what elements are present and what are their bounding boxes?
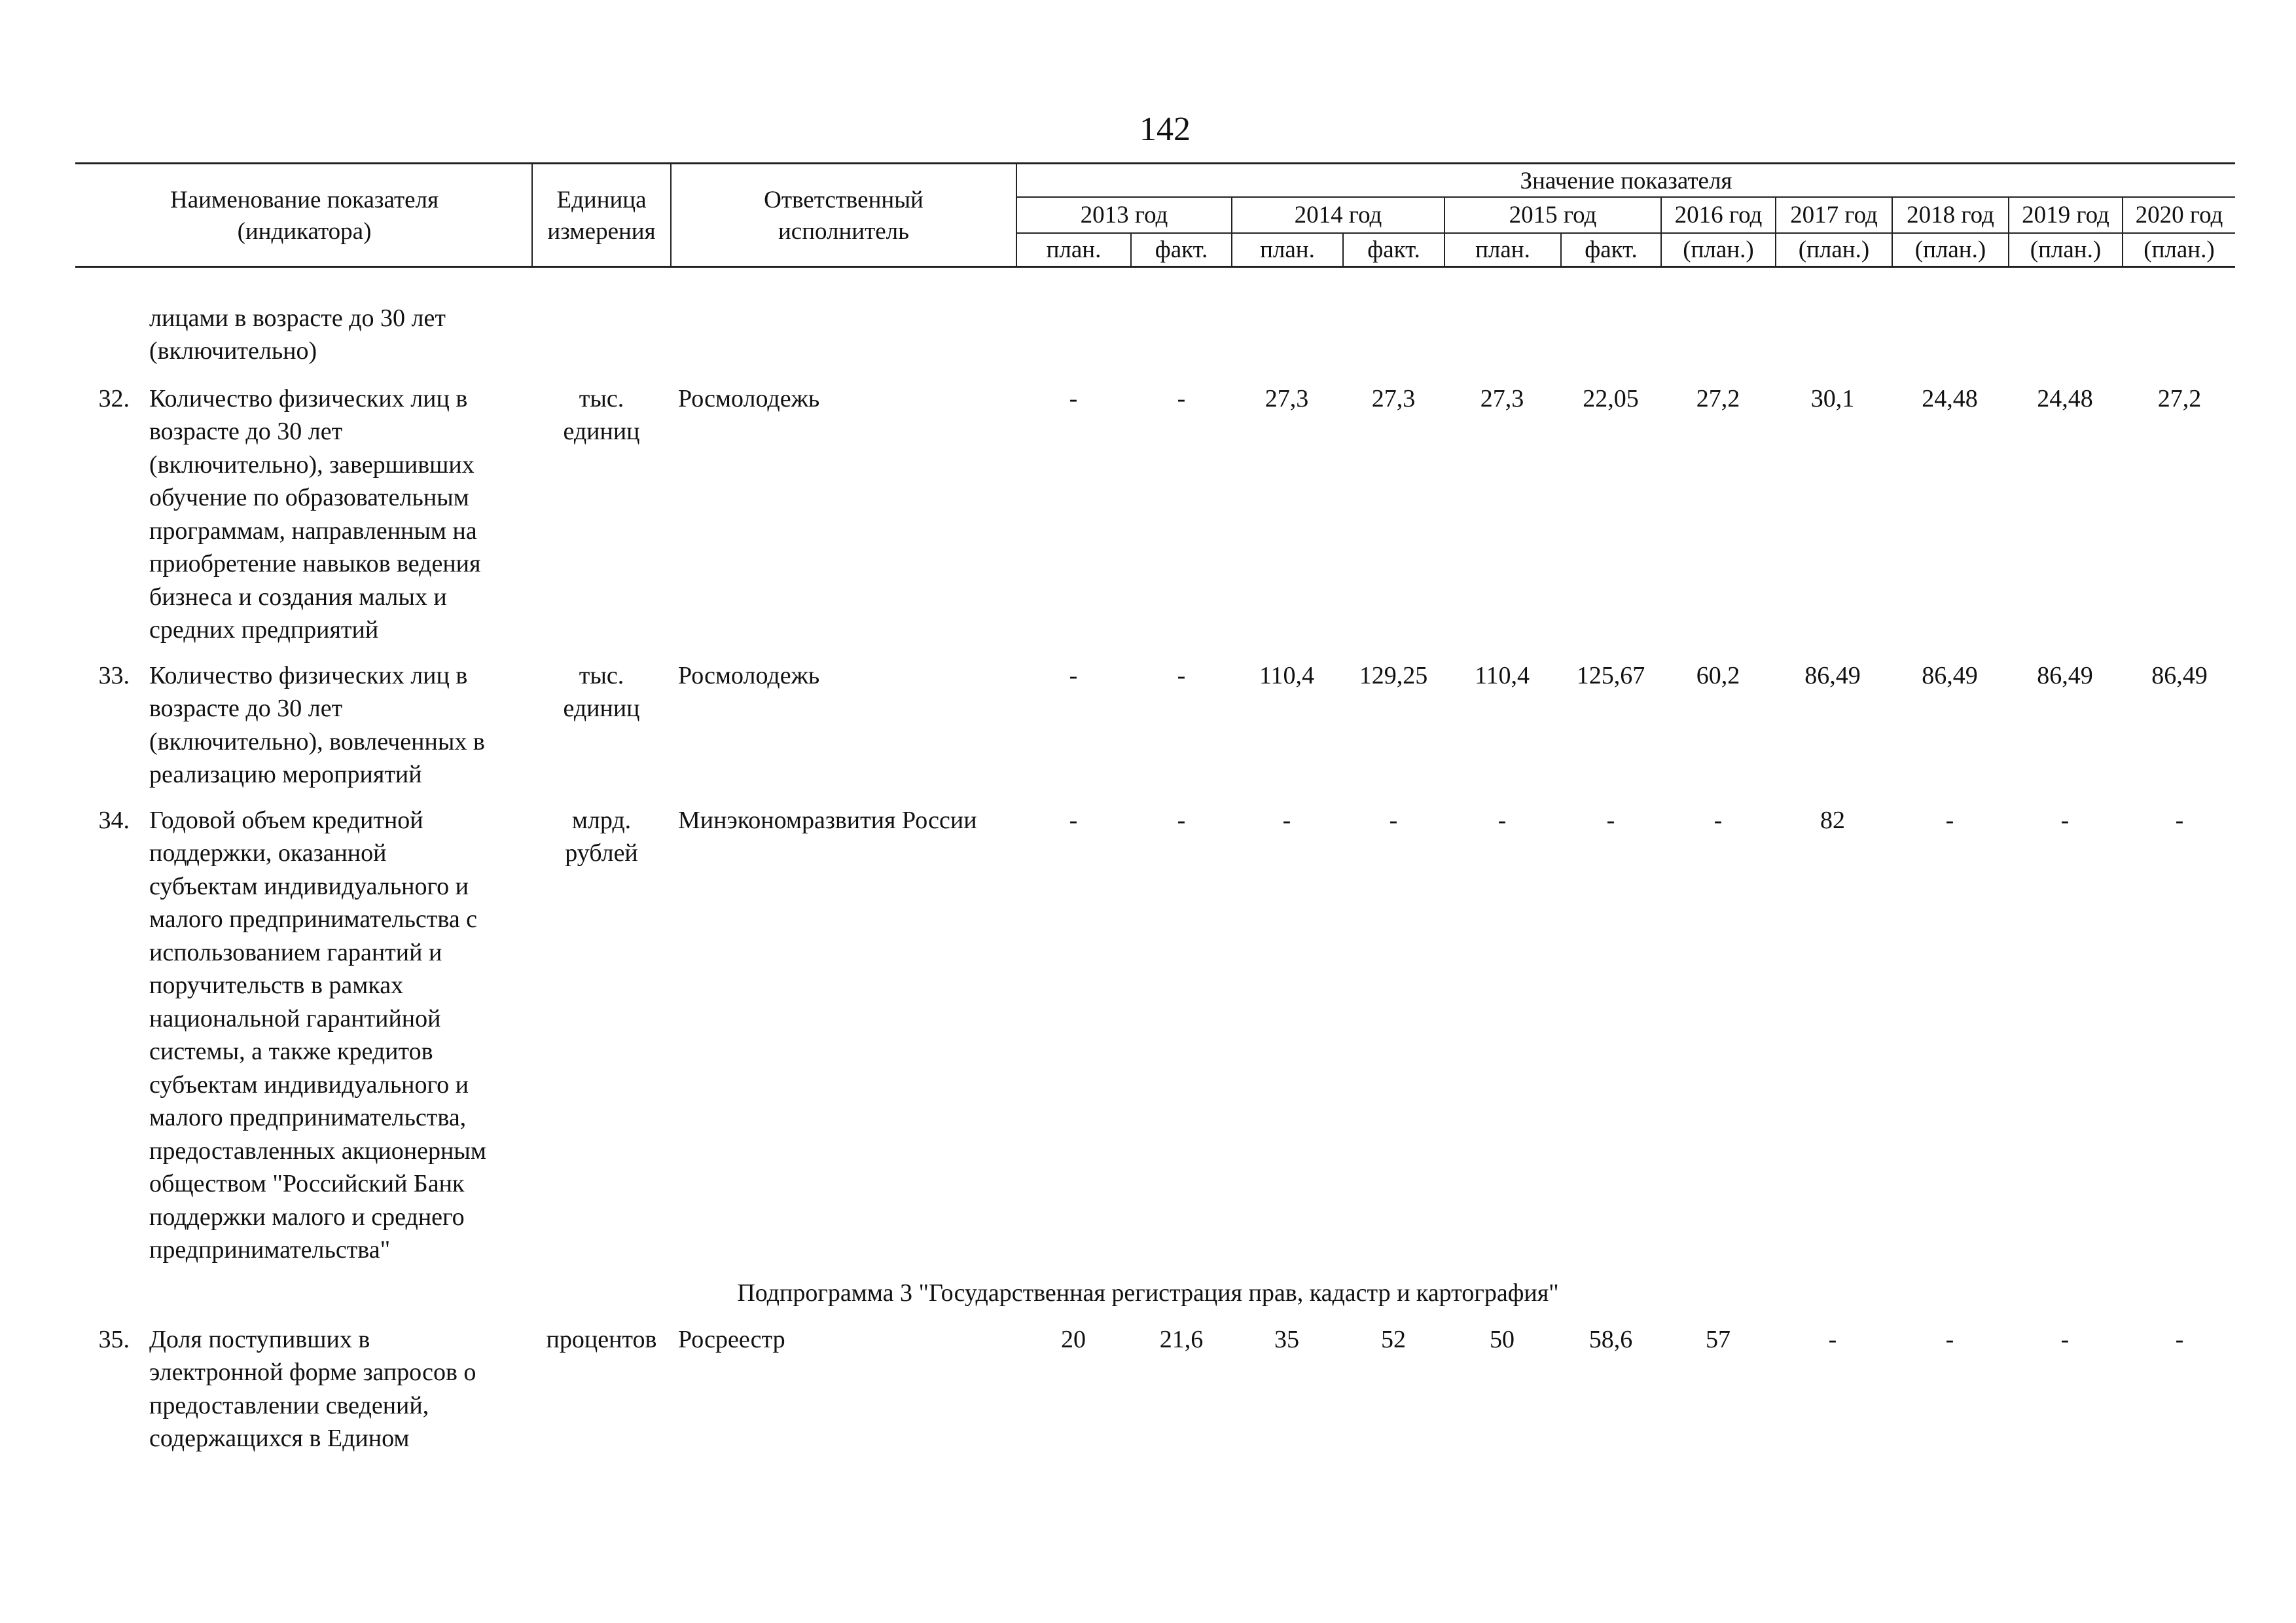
sublabels-rule (1016, 232, 2235, 234)
row-name-line: обучение по образовательным (149, 484, 469, 511)
row-number: 35. (98, 1326, 130, 1353)
value-cell: - (1069, 662, 1078, 689)
value-cell: - (1177, 662, 1186, 689)
value-cell: 86,49 (2151, 662, 2208, 689)
value-cell: - (1389, 807, 1398, 834)
value-cell: 110,4 (1259, 662, 1315, 689)
page-number: 142 (1139, 111, 1191, 148)
header-year-2020: 2020 год (2135, 202, 2223, 228)
row-name-line: системы, а также кредитов (149, 1038, 433, 1065)
header-name-line2: (индикатора) (237, 218, 372, 245)
header-year-2019: 2019 год (2022, 202, 2109, 228)
row-responsible: Росреестр (678, 1326, 785, 1353)
value-cell: 35 (1274, 1326, 1299, 1353)
header-sub-2013-fact: факт. (1155, 236, 1208, 263)
row-name-line: (включительно), вовлеченных в (149, 728, 485, 756)
row-unit-line: млрд. (571, 807, 632, 834)
header-sub-2019: (план.) (2030, 236, 2102, 263)
header-year-2015: 2015 год (1509, 202, 1597, 228)
row-name-line: субъектам индивидуального и (149, 873, 469, 900)
row-name-line: бизнеса и создания малых и (149, 583, 447, 611)
value-cell: - (1069, 385, 1078, 412)
value-cell: 52 (1381, 1326, 1406, 1353)
header-year-2018: 2018 год (1907, 202, 1994, 228)
header-year-2017: 2017 год (1790, 202, 1878, 228)
row-name-line: использованием гарантий и (149, 939, 442, 966)
value-cell: - (1945, 1326, 1954, 1353)
table-top-rule (75, 162, 2235, 164)
row-name-line: национальной гарантийной (149, 1005, 441, 1032)
row-name-line: субъектам индивидуального и (149, 1071, 469, 1099)
row-unit-line: тыс. (579, 662, 624, 689)
header-sub-2016: (план.) (1683, 236, 1754, 263)
value-cell: 20 (1061, 1326, 1086, 1353)
header-sub-2015-fact: факт. (1585, 236, 1638, 263)
header-year-2014: 2014 год (1294, 202, 1382, 228)
value-cell: 27,3 (1371, 385, 1416, 412)
value-cell: - (1945, 807, 1954, 834)
value-cell: - (1177, 807, 1186, 834)
value-cell: - (1177, 385, 1186, 412)
value-cell: 86,49 (1804, 662, 1861, 689)
value-cell: 86,49 (2037, 662, 2093, 689)
row-name-line: поддержки, оказанной (149, 839, 387, 867)
row-name-line: электронной форме запросов о (149, 1359, 476, 1386)
row-number: 32. (98, 385, 130, 412)
value-cell: 24,48 (2037, 385, 2093, 412)
header-resp-line2: исполнитель (778, 218, 910, 245)
value-cell: 27,2 (2157, 385, 2202, 412)
row-name-line: реализацию мероприятий (149, 761, 422, 788)
value-cell: 27,2 (1696, 385, 1740, 412)
row-unit-line: тыс. (579, 385, 624, 412)
row-name-line: малого предпринимательства, (149, 1104, 467, 1131)
header-sub-2018: (план.) (1914, 236, 1986, 263)
value-cell: 125,67 (1576, 662, 1645, 689)
row-name-line: возрасте до 30 лет (149, 695, 343, 722)
row-unit-line: процентов (546, 1326, 657, 1353)
row-responsible: Минэкономразвития России (678, 807, 977, 834)
value-cell: 30,1 (1810, 385, 1855, 412)
table-header-bottom-rule (75, 266, 2235, 268)
row-name-line: поддержки малого и среднего (149, 1203, 465, 1231)
continuation-line: (включительно) (149, 337, 317, 365)
row-number: 33. (98, 662, 130, 689)
value-cell: - (1828, 1326, 1837, 1353)
value-cell: - (1498, 807, 1507, 834)
header-sub-2014-fact: факт. (1367, 236, 1420, 263)
row-name-line: Количество физических лиц в (149, 662, 468, 689)
row-unit-line: единиц (563, 695, 640, 722)
value-cell: - (2175, 807, 2184, 834)
row-name-line: поручительств в рамках (149, 972, 404, 999)
header-value-group: Значение показателя (1520, 168, 1732, 194)
row-name-line: предоставлении сведений, (149, 1392, 429, 1419)
subprogram-title: Подпрограмма 3 "Государственная регистрация прав, кадастр и картография" (737, 1279, 1559, 1307)
header-year-2013: 2013 год (1080, 202, 1168, 228)
row-name-line: приобретение навыков ведения (149, 550, 481, 577)
row-number: 34. (98, 807, 130, 834)
value-cell: - (1069, 807, 1078, 834)
header-name-line1: Наименование показателя (170, 187, 439, 213)
value-cell: 57 (1706, 1326, 1731, 1353)
value-cell: 82 (1820, 807, 1845, 834)
header-sub-2020: (план.) (2144, 236, 2215, 263)
row-responsible: Росмолодежь (678, 662, 820, 689)
value-cell: - (1606, 807, 1615, 834)
value-cell: 24,48 (1922, 385, 1978, 412)
row-name-line: предпринимательства" (149, 1236, 391, 1264)
row-name-line: обществом "Российский Банк (149, 1170, 465, 1197)
row-name-line: (включительно), завершивших (149, 451, 475, 479)
header-sub-2014-plan: план. (1260, 236, 1315, 263)
header-sub-2017: (план.) (1798, 236, 1870, 263)
value-cell: - (2060, 807, 2070, 834)
row-name-line: средних предприятий (149, 616, 379, 644)
header-sub-2013-plan: план. (1046, 236, 1102, 263)
row-name-line: возрасте до 30 лет (149, 418, 343, 445)
row-unit-line: рублей (565, 839, 638, 867)
value-cell: 129,25 (1359, 662, 1428, 689)
row-name-line: Количество физических лиц в (149, 385, 468, 412)
row-name-line: малого предпринимательства с (149, 905, 478, 933)
value-cell: 58,6 (1588, 1326, 1633, 1353)
row-unit-line: единиц (563, 418, 640, 445)
row-name-line: содержащихся в Едином (149, 1425, 410, 1452)
value-cell: 21,6 (1159, 1326, 1204, 1353)
value-cell: 50 (1490, 1326, 1515, 1353)
value-cell: 60,2 (1696, 662, 1740, 689)
value-cell: 27,3 (1265, 385, 1309, 412)
row-name-line: предоставленных акционерным (149, 1137, 486, 1165)
header-unit-line1: Единица (556, 187, 647, 213)
value-cell: 110,4 (1474, 662, 1530, 689)
value-cell: 27,3 (1480, 385, 1524, 412)
value-cell: 22,05 (1583, 385, 1639, 412)
row-name-line: Доля поступивших в (149, 1326, 370, 1353)
value-cell: - (2060, 1326, 2070, 1353)
row-name-line: Годовой объем кредитной (149, 807, 423, 834)
value-cell: 86,49 (1922, 662, 1978, 689)
header-resp-line1: Ответственный (764, 187, 924, 213)
header-year-2016: 2016 год (1674, 202, 1763, 228)
value-cell: - (1713, 807, 1723, 834)
header-sub-2015-plan: план. (1475, 236, 1530, 263)
row-responsible: Росмолодежь (678, 385, 820, 412)
value-cell: - (2175, 1326, 2184, 1353)
continuation-line: лицами в возрасте до 30 лет (149, 304, 446, 332)
value-cell: - (1282, 807, 1291, 834)
row-name-line: программам, направленным на (149, 517, 477, 545)
header-unit-line2: измерения (547, 218, 656, 245)
